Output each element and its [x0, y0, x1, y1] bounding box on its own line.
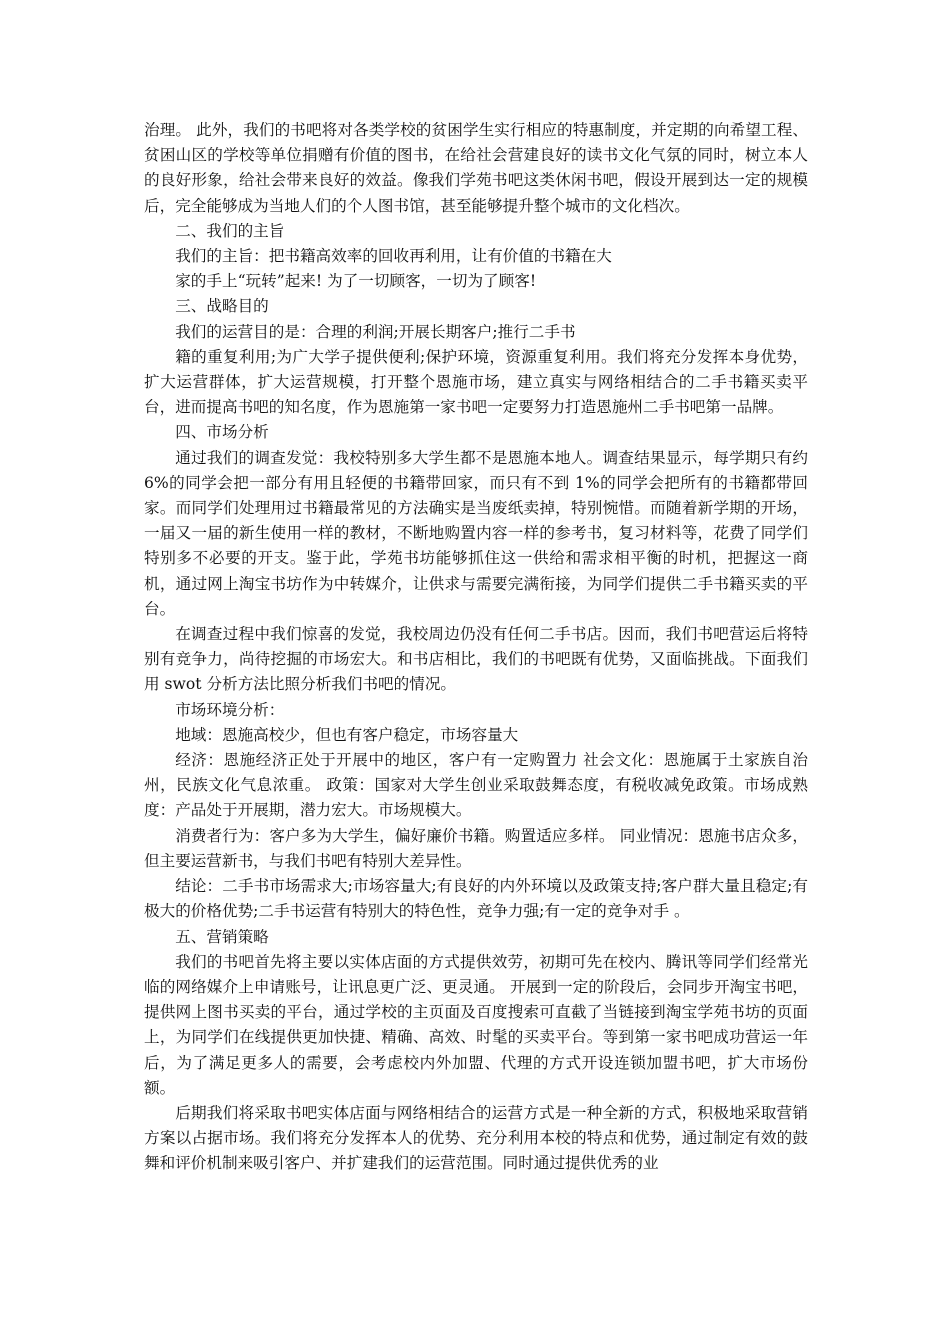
paragraph-survey-findings: 通过我们的调查发觉：我校特别多大学生都不是恩施本地人。调查结果显示，每学期只有约 6%的同学会把一部分有用且轻便的书籍带回家，而只有不到 1%的同学会把所有的书籍都带回家。而同学们处理用过书籍最常见的方法确实是当废纸卖掉，特别惋惜。而随着新学期的开场，一届又一届的新生使用一样的教材，不断地购置内容一样的参考书，复习材料等，花费了同学们特别多不必要的开支。鉴于此，学苑书坊能够抓住这一供给和需求相平衡的时机，把握这一商机，通过网上淘宝书坊作为中转媒介，让供求与需要完满衔接，为同学们提供二手书籍买卖的平台。	[144, 448, 808, 618]
heading-strategic-goal: 三、战略目的	[175, 297, 269, 316]
paragraph-purpose-line-1: 我们的主旨：把书籍高效率的回收再利用，让有价值的书籍在大	[175, 247, 612, 266]
paragraph-strategy-initial: 我们的书吧首先将主要以实体店面的方式提供效劳，初期可先在校内、腾讯等同学们经常光临的网络媒介上申请账号，让讯息更广泛、更灵通。 开展到一定的阶段后，会同步开淘宝书吧，提供网上图书买卖的平台，通过学校的主页面及百度搜索可直截了当链接到淘宝学苑书坊的页面上，为同学们在线提供更加快捷、精确、高效、时髦的买卖平台。等到第一家书吧成功营运一年后，为了满足更多人的需要，会考虑校内外加盟、代理的方式开设连锁加盟书吧，扩大市场份额。	[144, 952, 808, 1097]
paragraph-survey-competition: 在调查过程中我们惊喜的发觉，我校周边仍没有任何二手书店。因而，我们书吧营运后将特别有竞争力，尚待挖掘的市场宏大。和书店相比，我们的书吧既有优势，又面临挑战。下面我们用 swot 分析方法比照分析我们书吧的情况。	[144, 625, 808, 694]
heading-market-environment: 市场环境分析：	[175, 700, 285, 719]
heading-our-purpose: 二、我们的主旨	[175, 221, 285, 240]
paragraph-consumer-behavior: 消费者行为：客户多为大学生，偏好廉价书籍。购置适应多样。 同业情况：恩施书店众多，但主要运营新书，与我们书吧有特别大差异性。	[144, 826, 808, 870]
paragraph-goal-line-1: 我们的运营目的是：合理的利润;开展长期客户;推行二手书	[175, 322, 576, 341]
paragraph-purpose-line-2: 家的手上“玩转”起来! 为了一切顾客，一切为了顾客!	[175, 272, 537, 291]
paragraph-goal-body: 籍的重复利用;为广大学子提供便利;保护环境，资源重复利用。我们将充分发挥本身优势，扩大运营群体，扩大运营规模，打开整个恩施市场，建立真实与网络相结合的二手书籍买卖平台，进而提高书吧的知名度，作为恩施第一家书吧一定要努力打造恩施州二手书吧第一品牌。	[144, 347, 808, 417]
paragraph-intro-continuation: 治理。 此外，我们的书吧将对各类学校的贫困学生实行相应的特惠制度，并定期的向希望工程、贫困山区的学校等单位捐赠有价值的图书，在给社会营建良好的读书文化气氛的同时，树立本人的良好形象，给社会带来良好的效益。像我们学苑书吧这类休闲书吧，假设开展到达一定的规模后，完全能够成为当地人们的个人图书馆，甚至能够提升整个城市的文化档次。	[144, 121, 808, 215]
paragraph-economy: 经济：恩施经济正处于开展中的地区，客户有一定购置力 社会文化：恩施属于土家族自治州，民族文化气息浓重。 政策：国家对大学生创业采取鼓舞态度，有税收减免政策。市场成熟度：产品处于开展期，潜力宏大。市场规模大。	[144, 751, 808, 820]
paragraph-conclusion: 结论：二手书市场需求大;市场容量大;有良好的内外环境以及政策支持;客户群大量且稳定;有极大的价格优势;二手书运营有特别大的特色性，竞争力强;有一定的竞争对手 。	[144, 877, 808, 921]
heading-marketing-strategy: 五、营销策略	[175, 927, 269, 946]
paragraph-region: 地域：恩施高校少，但也有客户稳定，市场容量大	[175, 725, 519, 744]
heading-market-analysis: 四、市场分析	[175, 423, 269, 442]
document-body	[144, 118, 808, 1177]
paragraph-strategy-later: 后期我们将采取书吧实体店面与网络相结合的运营方式是一种全新的方式，积极地采取营销方案以占据市场。我们将充分发挥本人的优势、充分利用本校的特点和优势，通过制定有效的鼓舞和评价机制来吸引客户、并扩建我们的运营范围。同时通过提供优秀的业	[144, 1103, 808, 1173]
